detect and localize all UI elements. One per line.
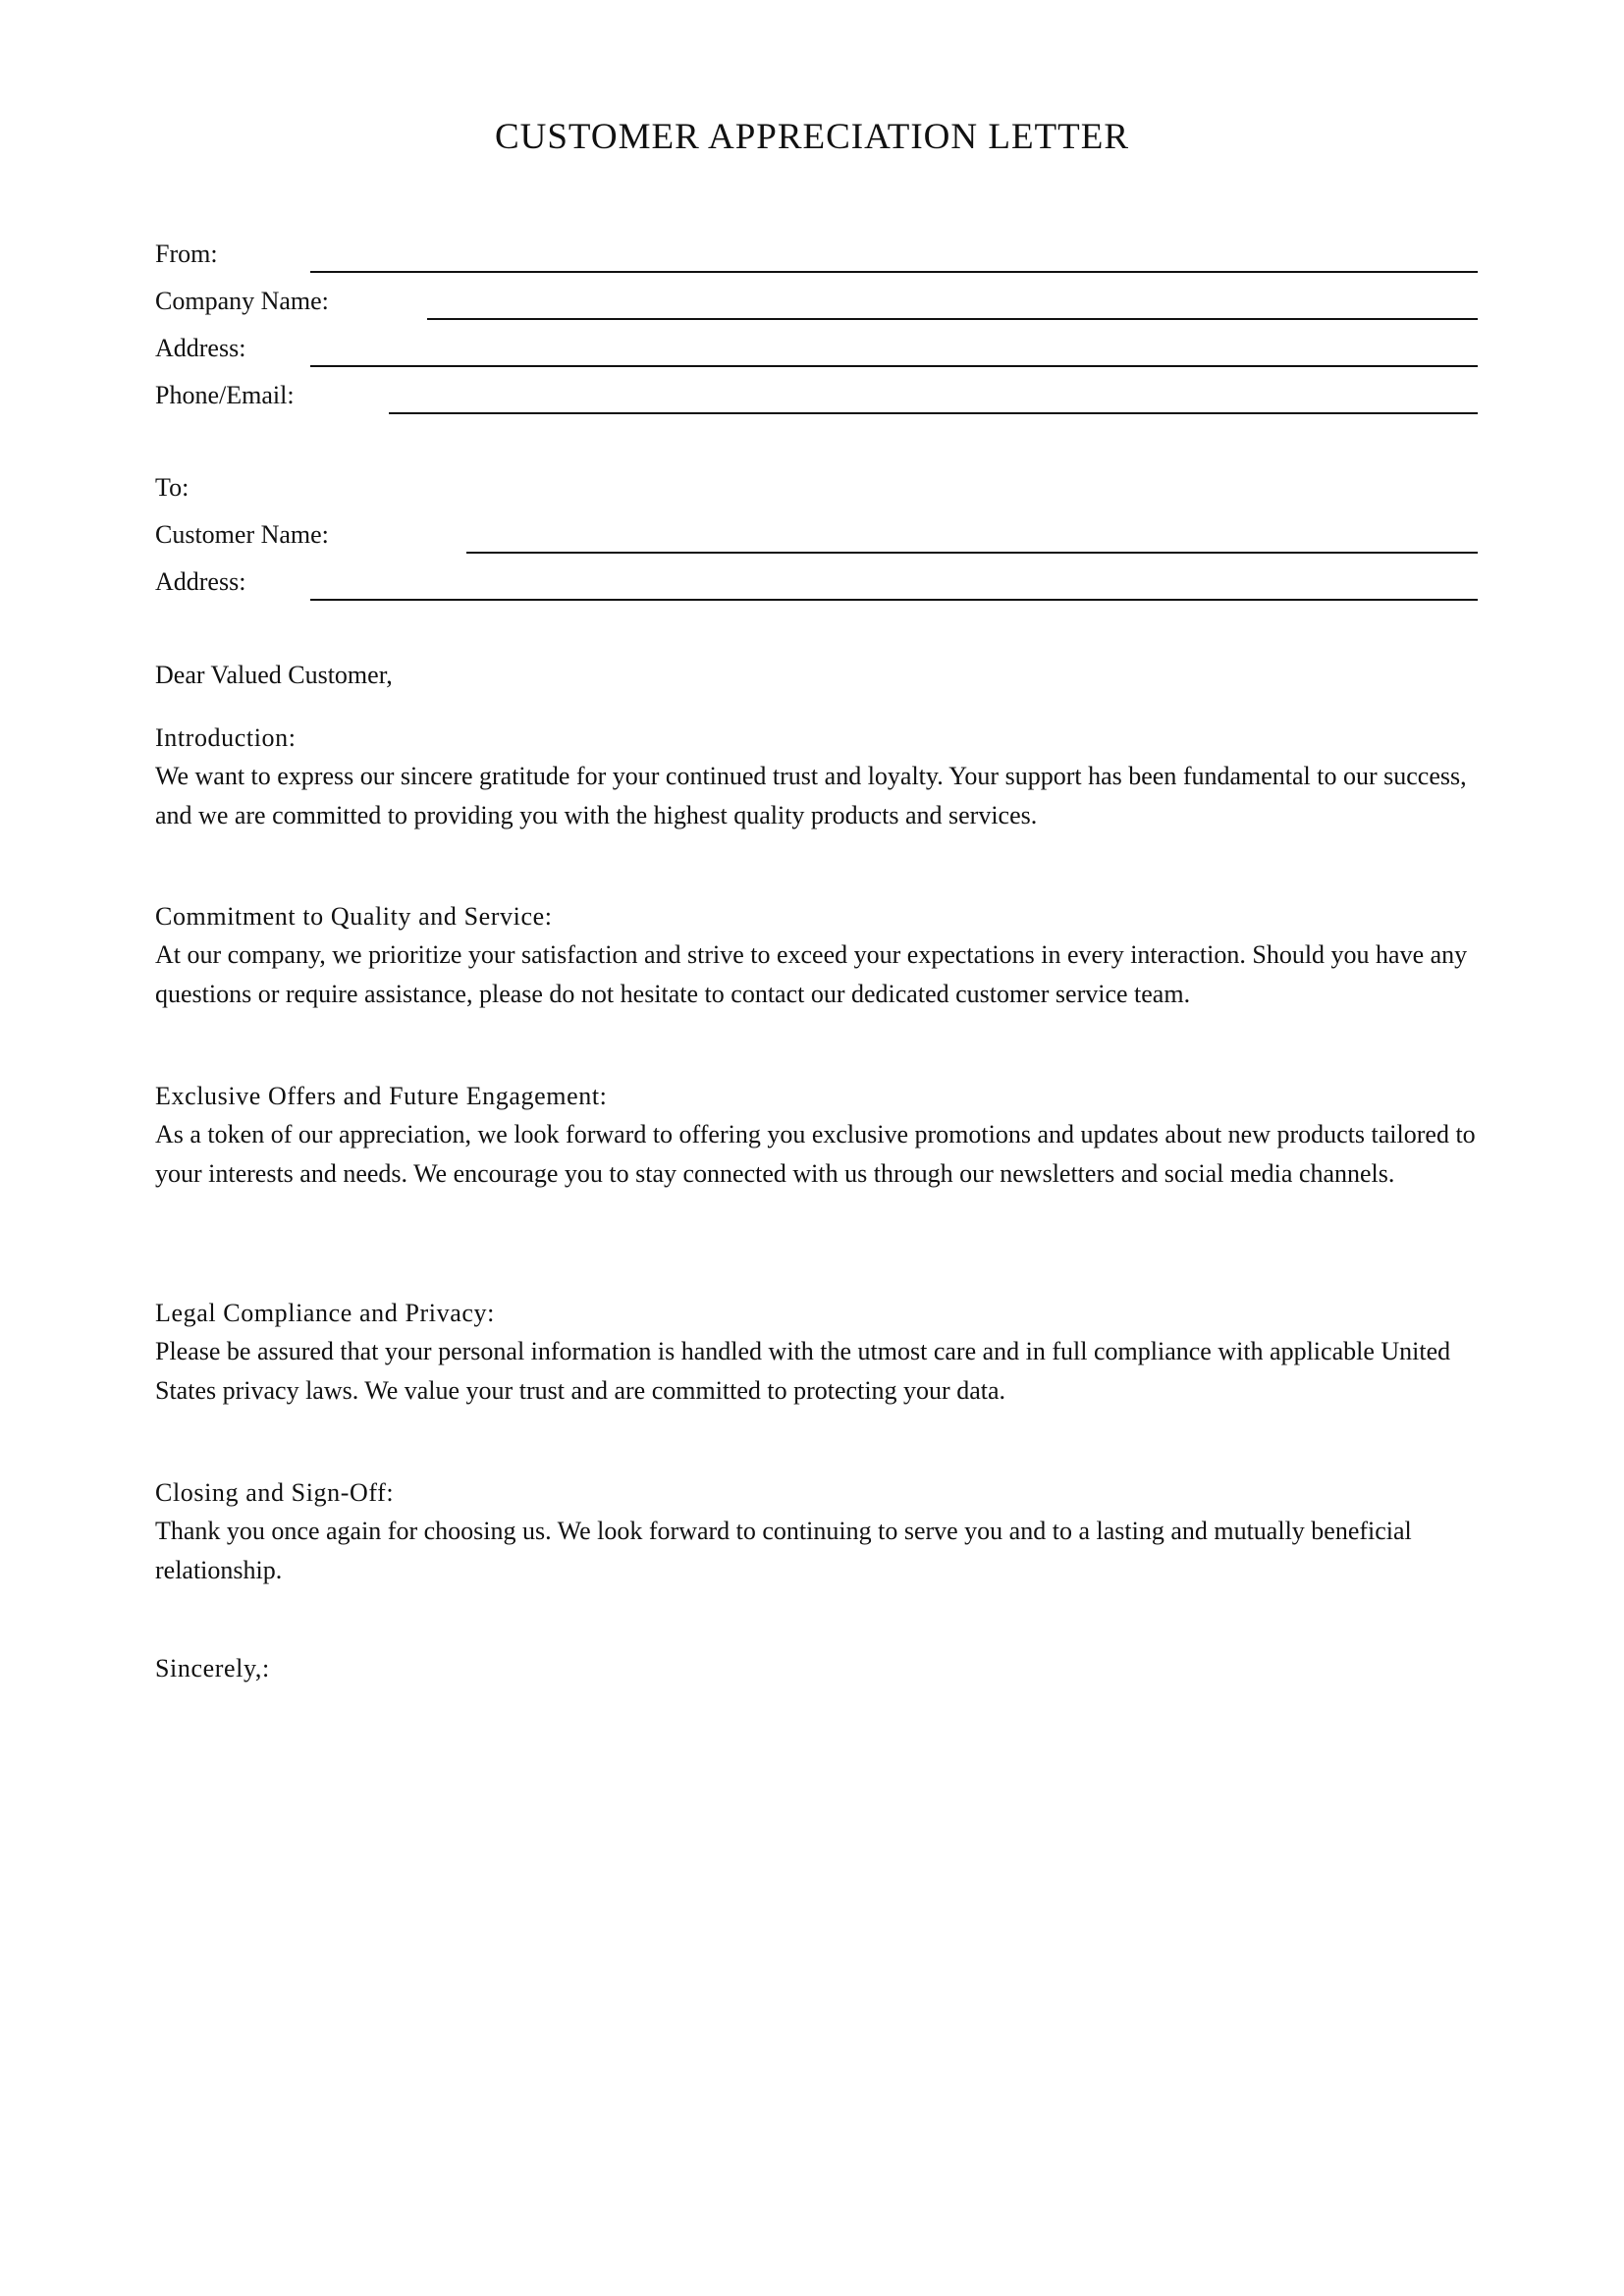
salutation: Dear Valued Customer, — [155, 661, 393, 689]
section-heading: Legal Compliance and Privacy: — [155, 1299, 495, 1327]
section-exclusive-offers — [155, 1078, 1481, 1193]
from-label: From: — [155, 240, 218, 268]
phone-email-input-line[interactable] — [389, 412, 1478, 414]
customer-address-field — [155, 565, 1478, 613]
company-name-label: Company Name: — [155, 287, 329, 315]
section-closing — [155, 1474, 1481, 1589]
sender-address-label: Address: — [155, 334, 246, 362]
from-field — [155, 238, 1478, 285]
customer-address-input-line[interactable] — [310, 599, 1478, 601]
customer-name-field — [155, 518, 1478, 565]
customer-address-label: Address: — [155, 567, 246, 596]
section-body: As a token of our appreciation, we look forward to offering you exclusive promotions and updates about new products tailored to your interests and needs. We encourage you to stay connected with us through our newsletters and social media channels. — [155, 1120, 1476, 1188]
section-body: At our company, we prioritize your satisfaction and strive to exceed your expectations in every interaction. Should you have any questions or require assistance, please do not hesitate to contact our dedicated customer service team. — [155, 940, 1468, 1008]
sender-address-field — [155, 332, 1478, 379]
company-name-input-line[interactable] — [427, 318, 1478, 320]
section-introduction — [155, 720, 1481, 834]
section-heading: Closing and Sign-Off: — [155, 1478, 395, 1507]
signoff: Sincerely,: — [155, 1654, 270, 1682]
section-body: Please be assured that your personal information is handled with the utmost care and in full compliance with applicable United States privacy laws. We value your trust and are committed to protecting your data. — [155, 1337, 1451, 1405]
section-quality-service — [155, 898, 1481, 1013]
customer-name-input-line[interactable] — [466, 552, 1478, 554]
from-input-line[interactable] — [310, 271, 1478, 273]
section-heading: Introduction: — [155, 723, 297, 752]
section-body: We want to express our sincere gratitude for your continued trust and loyalty. Your support has been fundamental to our success, and we are committed to providing you with the highest quality products and services. — [155, 762, 1467, 829]
page-title: CUSTOMER APPRECIATION LETTER — [494, 117, 1130, 157]
phone-email-field — [155, 379, 1478, 426]
phone-email-label: Phone/Email: — [155, 381, 295, 409]
sender-address-input-line[interactable] — [310, 365, 1478, 367]
customer-name-label: Customer Name: — [155, 520, 329, 549]
section-heading: Exclusive Offers and Future Engagement: — [155, 1082, 608, 1110]
section-body: Thank you once again for choosing us. We look forward to continuing to serve you and to a lasting and mutually beneficial relationship. — [155, 1517, 1412, 1584]
company-name-field — [155, 285, 1478, 332]
section-heading: Commitment to Quality and Service: — [155, 902, 553, 931]
section-legal-privacy — [155, 1295, 1481, 1410]
to-label: To: — [155, 473, 189, 502]
